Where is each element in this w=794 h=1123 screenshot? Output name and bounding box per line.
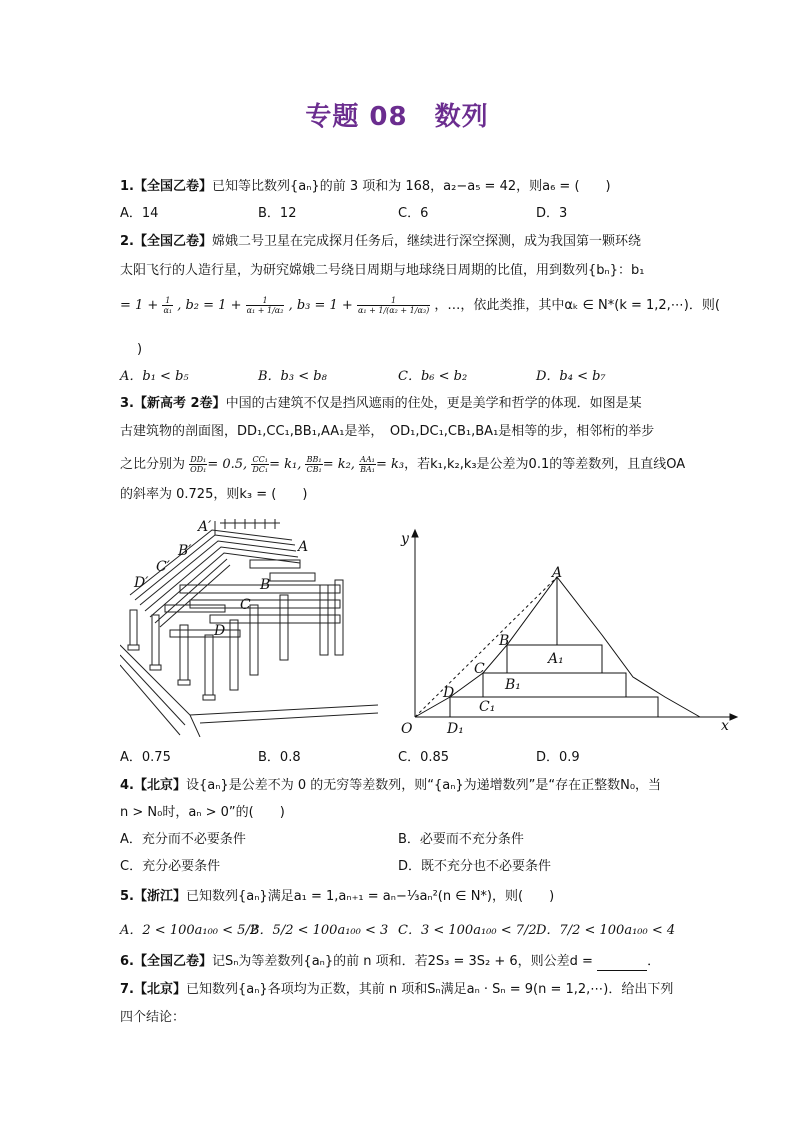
- q2-text-3: ，…，依此类推，其中αₖ ∈ N*(k = 1,2,⋯)．则(: [434, 298, 720, 313]
- q1-option-c: C．6: [398, 206, 429, 221]
- graph-label-a1: A₁: [548, 651, 564, 667]
- question-3-line-1: [120, 395, 642, 413]
- question-5: [120, 888, 554, 906]
- q3-text-4: 的斜率为 0.725，则k₃ = ( ): [120, 487, 308, 502]
- q5-source: 【浙江】: [133, 889, 186, 904]
- fig-label-b-prime: B′: [178, 543, 192, 559]
- step-roof-graph: [395, 525, 740, 740]
- q1-option-d: D．3: [536, 206, 568, 221]
- question-1: [120, 178, 611, 196]
- q3-text-2: 古建筑物的剖面图，DD₁,CC₁,BB₁,AA₁是举， OD₁,DC₁,CB₁,BA₁是相等的步，相邻桁的举步: [120, 424, 655, 439]
- q7-number: 7.: [120, 982, 134, 997]
- q2-option-d: D．b₄ < b₇: [536, 369, 606, 384]
- graph-label-c1: C₁: [479, 699, 496, 715]
- q2-source: 【全国乙卷】: [133, 234, 212, 249]
- question-7-line-1: [120, 981, 673, 999]
- q3-ratio-line: 之比分别为 $\frac{\text{DD₁}}{\text{OD₁}}$ = 0.5, $\frac{\text{CC₁}}{\text{DC₁}}$ = k₁, $\frac{\text{BB₁}}{\text{CB₁}}$ = k₂, $\frac{\text{AA₁}}{\text{BA₁}}$ = k₃，若k₁,k₂,k₃是公差为0.1的等差数列，且直线OA: [120, 455, 686, 474]
- q5-option-d: D．7/2 < 100a₁₀₀ < 4: [536, 923, 676, 938]
- q4-number: 4.: [120, 778, 134, 793]
- fig-label-b: B: [260, 577, 271, 593]
- q4-option-a: A．充分而不必要条件: [120, 832, 246, 847]
- q1-stem: 已知等比数列{aₙ}的前 3 项和为 168，a₂−a₅ = 42，则a₆ = ( ): [212, 179, 611, 194]
- q4-source: 【北京】: [133, 778, 186, 793]
- q6-stem: 记Sₙ为等差数列{aₙ}的前 n 项和．若2S₃ = 3S₂ + 6，则公差d =: [212, 954, 598, 969]
- q6-answer-blank[interactable]: [597, 958, 647, 971]
- q5-stem: 已知数列{aₙ}满足a₁ = 1,aₙ₊₁ = aₙ−⅓aₙ²(n ∈ N*)，则( ): [186, 889, 555, 904]
- q7-text-1: 已知数列{aₙ}各项均为正数，其前 n 项和Sₙ满足aₙ · Sₙ = 9(n = 1,2,⋯)．给出下列: [186, 982, 674, 997]
- question-6: 6.【全国乙卷】记Sₙ为等差数列{aₙ}的前 n 项和．若2S₃ = 3S₂ + 6，则公差d = ．: [120, 954, 661, 969]
- q3-option-c: C．0.85: [398, 750, 450, 765]
- q1-source: 【全国乙卷】: [133, 179, 212, 194]
- q4-option-c: C．充分必要条件: [120, 859, 221, 874]
- q2-option-a: A．b₁ < b₅: [120, 369, 189, 384]
- q2-option-c: C．b₆ < b₂: [398, 369, 468, 384]
- graph-label-d1: D₁: [447, 721, 464, 737]
- graph-label-a: A: [552, 565, 563, 581]
- q3-option-d: D．0.9: [536, 750, 580, 765]
- q3-number: 3.: [120, 396, 134, 411]
- fig-label-d: D: [214, 623, 226, 639]
- q2-text-4: ): [137, 342, 143, 357]
- q4-text-2: n > N₀时，aₙ > 0”的( ): [120, 805, 285, 820]
- q1-option-a: A．14: [120, 206, 159, 221]
- q5-option-c: C．3 < 100a₁₀₀ < 7/2: [398, 923, 537, 938]
- q3-option-a: A．0.75: [120, 750, 171, 765]
- q4-option-d: D．既不充分也不必要条件: [398, 859, 552, 874]
- fig-label-c-prime: C′: [156, 559, 170, 575]
- q5-number: 5.: [120, 889, 134, 904]
- q7-text-2: 四个结论：: [120, 1010, 186, 1025]
- fig-label-a-prime: A′: [198, 519, 212, 535]
- q2-option-b: B．b₃ < b₈: [258, 369, 327, 384]
- q7-source: 【北京】: [133, 982, 186, 997]
- q2-text-1: 嫦娥二号卫星在完成探月任务后，继续进行深空探测，成为我国第一颗环绕: [212, 234, 642, 249]
- q5-option-b: B．5/2 < 100a₁₀₀ < 3: [250, 923, 389, 938]
- page-title: 专题 08 数列: [305, 102, 489, 132]
- q4-text-1: 设{aₙ}是公差不为 0 的无穷等差数列，则“{aₙ}为递增数列”是“存在正整数N₀，当: [186, 778, 662, 793]
- ancient-building-figure: [120, 515, 378, 737]
- graph-label-o: O: [401, 721, 413, 737]
- q3-text-1: 中国的古建筑不仅是挡风遮雨的住处，更是美学和哲学的体现．如图是某: [225, 396, 642, 411]
- graph-label-b: B: [499, 633, 510, 649]
- q6-source: 【全国乙卷】: [133, 954, 212, 969]
- fig-label-c: C: [240, 597, 251, 613]
- graph-label-x: x: [721, 718, 729, 734]
- graph-label-d: D: [443, 685, 455, 701]
- q6-number: 6.: [120, 954, 134, 969]
- fig-label-a: A: [298, 539, 309, 555]
- q2-formula-line: = 1 + $\frac{1}{\text{α₁}}$ , b₂ = 1 + $\frac{1}{\text{α₁ + 1/α₂}}$ , b₃ = 1 + $\frac{1}{\text{α₁ + 1/(α₂ + 1/α₃)}}$ ，…，依此类推，其中αₖ ∈ N*(k = 1,2,⋯)．则(: [120, 296, 720, 315]
- graph-label-y: y: [401, 531, 409, 547]
- q2-text-2: 太阳飞行的人造行星，为研究嫦娥二号绕日周期与地球绕日周期的比值，用到数列{bₙ}：b₁: [120, 263, 645, 278]
- question-4-line-1: [120, 777, 661, 795]
- q2-number: 2.: [120, 234, 134, 249]
- q1-option-b: B．12: [258, 206, 297, 221]
- graph-label-b1: B₁: [505, 677, 521, 693]
- fig-label-d-prime: D′: [134, 575, 149, 591]
- graph-label-c: C: [474, 661, 485, 677]
- q5-option-a: A．2 < 100a₁₀₀ < 5/2: [120, 923, 259, 938]
- q1-number: 1.: [120, 179, 134, 194]
- q3-source: 【新高考 2卷】: [133, 396, 226, 411]
- q4-option-b: B．必要而不充分条件: [398, 832, 524, 847]
- question-2-line-1: [120, 233, 641, 251]
- q3-option-b: B．0.8: [258, 750, 301, 765]
- q3-text-3: ，若k₁,k₂,k₃是公差为0.1的等差数列，且直线OA: [404, 457, 686, 472]
